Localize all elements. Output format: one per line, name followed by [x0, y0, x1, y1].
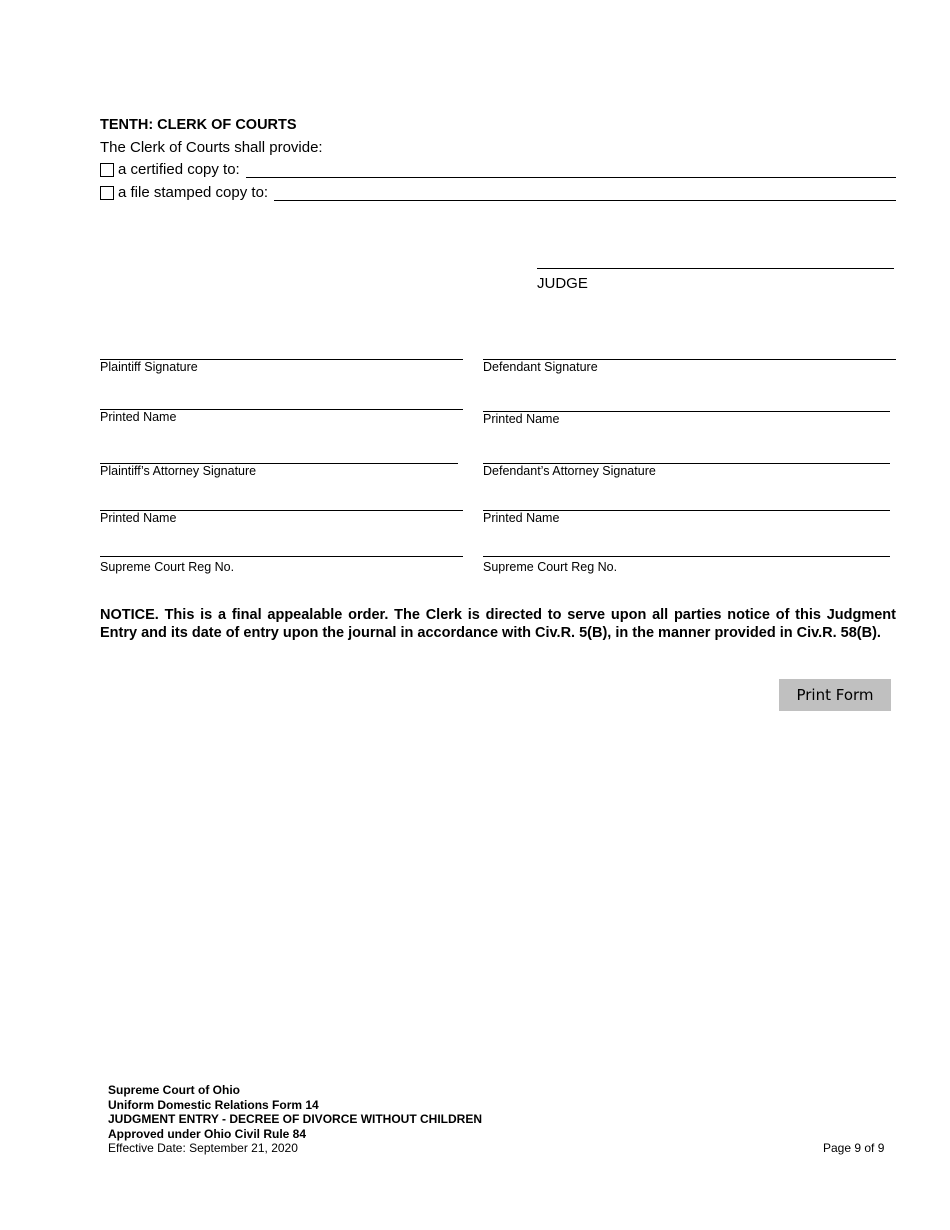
- footer-court-name: Supreme Court of Ohio: [108, 1083, 240, 1097]
- plaintiff-signature-label: Plaintiff Signature: [100, 360, 198, 374]
- plaintiff-attorney-signature-label: Plaintiff’s Attorney Signature: [100, 464, 257, 478]
- page-number: Page 9 of 9: [823, 1141, 885, 1155]
- plaintiff-reg-no-label: Supreme Court Reg No.: [100, 560, 235, 574]
- notice-paragraph: NOTICE. This is a final appealable order. The Clerk is directed to serve upon all parties notice of this Judgment Entry and its date of entry upon the journal in accordance with Civ.R. 5(B), in the manner provided in Civ.R. 58(B).: [100, 607, 896, 641]
- footer-effective-date: Effective Date: September 21, 2020: [108, 1141, 298, 1155]
- certified-copy-checkbox[interactable]: [100, 163, 114, 177]
- print-form-button[interactable]: Print Form: [779, 679, 891, 711]
- defendant-printed-name-label: Printed Name: [483, 412, 560, 426]
- defendant-attorney-printed-name-label: Printed Name: [483, 511, 560, 525]
- footer-approval: Approved under Ohio Civil Rule 84: [108, 1126, 307, 1141]
- footer-form-title: JUDGMENT ENTRY - DECREE OF DIVORCE WITHOUT CHILDREN: [108, 1112, 483, 1126]
- plaintiff-printed-name-label: Printed Name: [100, 410, 177, 424]
- form-footer: [108, 1083, 482, 1156]
- plaintiff-reg-no-line[interactable]: [100, 556, 463, 557]
- defendant-reg-no-label: Supreme Court Reg No.: [483, 560, 618, 574]
- certified-copy-label: a certified copy to:: [118, 161, 240, 178]
- defendant-signature-label: Defendant Signature: [483, 360, 598, 374]
- file-stamped-copy-checkbox[interactable]: [100, 186, 114, 200]
- section-title: TENTH: CLERK OF COURTS: [100, 117, 297, 133]
- defendant-attorney-signature-label: Defendant’s Attorney Signature: [483, 464, 656, 478]
- file-stamped-copy-label: a file stamped copy to:: [118, 184, 269, 201]
- judge-signature-line[interactable]: [537, 268, 894, 269]
- defendant-reg-no-line[interactable]: [483, 556, 890, 557]
- plaintiff-attorney-printed-name-label: Printed Name: [100, 511, 177, 525]
- certified-copy-field[interactable]: [246, 161, 896, 178]
- file-stamped-copy-field[interactable]: [274, 184, 896, 201]
- judge-label: JUDGE: [537, 275, 588, 292]
- clerk-instructions: The Clerk of Courts shall provide:: [100, 139, 323, 156]
- certified-copy-row: [100, 161, 896, 178]
- file-stamped-copy-row: [100, 184, 896, 201]
- footer-form-name: Uniform Domestic Relations Form 14: [108, 1097, 319, 1112]
